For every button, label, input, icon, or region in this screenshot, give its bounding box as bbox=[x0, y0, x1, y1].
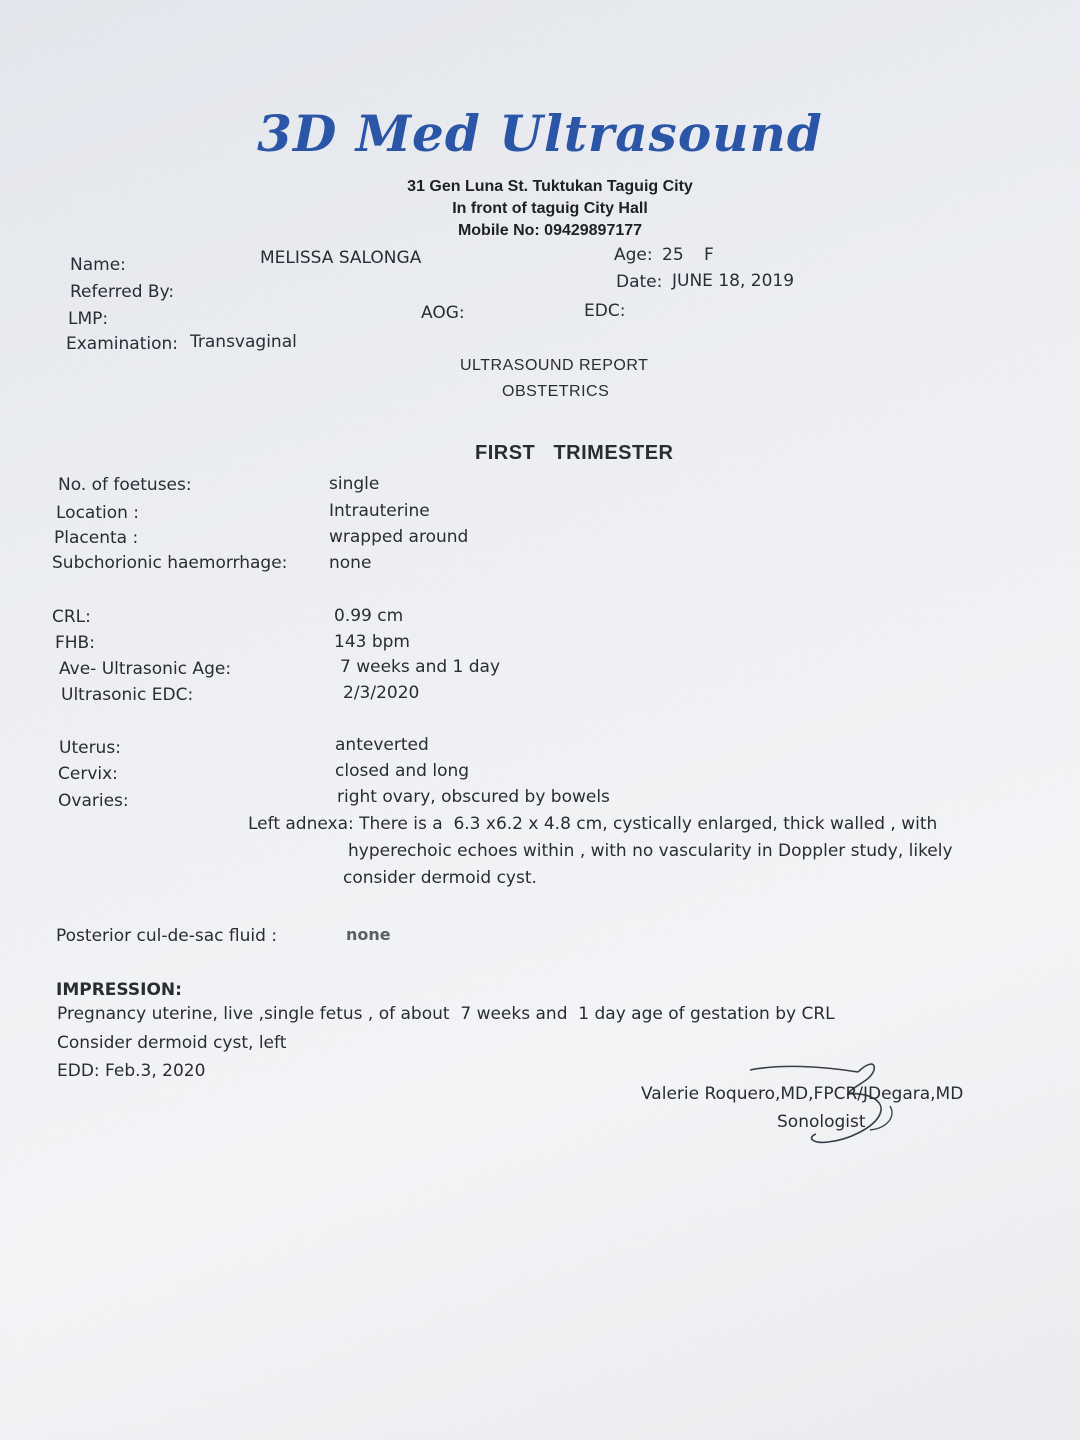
date-label: Date: bbox=[616, 272, 663, 292]
patient-name: MELISSA SALONGA bbox=[260, 248, 422, 268]
left-adnexa-line3: consider dermoid cyst. bbox=[343, 868, 537, 888]
finding-label: CRL: bbox=[52, 607, 91, 627]
left-adnexa-line1: Left adnexa: There is a 6.3 x6.2 x 4.8 cm, cystically enlarged, thick walled , with bbox=[248, 814, 938, 834]
finding-value: anteverted bbox=[335, 735, 429, 755]
finding-value: 7 weeks and 1 day bbox=[340, 657, 501, 677]
finding-value: closed and long bbox=[335, 761, 470, 781]
lmp-label: LMP: bbox=[68, 309, 109, 329]
finding-label: Placenta : bbox=[54, 528, 139, 548]
finding-label: Cervix: bbox=[58, 764, 118, 784]
finding-value: 0.99 cm bbox=[334, 606, 404, 626]
referred-by-label: Referred By: bbox=[70, 282, 175, 302]
trimester-heading: FIRST TRIMESTER bbox=[475, 442, 674, 464]
report-title: ULTRASOUND REPORT bbox=[460, 357, 649, 374]
examination-value: Transvaginal bbox=[190, 332, 297, 352]
clinic-address-line1: 31 Gen Luna St. Tuktukan Taguig City bbox=[407, 178, 693, 195]
impression-heading: IMPRESSION: bbox=[56, 980, 182, 1000]
finding-label: Ovaries: bbox=[58, 791, 129, 811]
report-subtitle: OBSTETRICS bbox=[502, 383, 610, 400]
clinic-address-line2: In front of taguig City Hall bbox=[452, 200, 648, 217]
finding-label: Subchorionic haemorrhage: bbox=[52, 553, 288, 573]
finding-value: 143 bpm bbox=[334, 632, 410, 652]
finding-value: Intrauterine bbox=[329, 501, 430, 521]
cul-de-sac-label: Posterior cul-de-sac fluid : bbox=[56, 926, 278, 946]
finding-value: single bbox=[329, 474, 380, 494]
clinic-logo: 3D Med Ultrasound bbox=[257, 104, 823, 163]
edc-label: EDC: bbox=[584, 301, 626, 321]
aog-label: AOG: bbox=[421, 303, 465, 323]
left-adnexa-line2: hyperechoic echoes within , with no vascularity in Doppler study, likely bbox=[348, 841, 953, 861]
finding-label: Uterus: bbox=[59, 738, 121, 758]
patient-age: 25 bbox=[662, 245, 684, 265]
finding-value: wrapped around bbox=[329, 527, 469, 547]
name-label: Name: bbox=[70, 255, 126, 275]
finding-value: 2/3/2020 bbox=[343, 683, 420, 703]
report-date: JUNE 18, 2019 bbox=[672, 271, 795, 291]
impression-line1: Pregnancy uterine, live ,single fetus , of about 7 weeks and 1 day age of gestation by CRL bbox=[57, 1004, 835, 1024]
finding-label: Location : bbox=[56, 503, 140, 523]
finding-value: right ovary, obscured by bowels bbox=[337, 787, 610, 807]
finding-label: Ultrasonic EDC: bbox=[61, 685, 194, 705]
patient-sex: F bbox=[704, 245, 714, 265]
finding-label: No. of foetuses: bbox=[58, 475, 192, 495]
handwritten-signature bbox=[740, 1058, 920, 1158]
sonologist-title: Sonologist bbox=[777, 1112, 866, 1132]
impression-line3: EDD: Feb.3, 2020 bbox=[57, 1061, 206, 1081]
age-label: Age: bbox=[614, 245, 653, 265]
examination-label: Examination: bbox=[66, 334, 178, 354]
finding-label: FHB: bbox=[55, 633, 95, 653]
finding-value: none bbox=[329, 553, 372, 573]
impression-line2: Consider dermoid cyst, left bbox=[57, 1033, 287, 1053]
clinic-mobile: Mobile No: 09429897177 bbox=[457, 222, 643, 239]
cul-de-sac-value: none bbox=[346, 925, 391, 944]
sonologist-names: Valerie Roquero,MD,FPCR/JDegara,MD bbox=[641, 1084, 964, 1104]
finding-label: Ave- Ultrasonic Age: bbox=[59, 659, 232, 679]
